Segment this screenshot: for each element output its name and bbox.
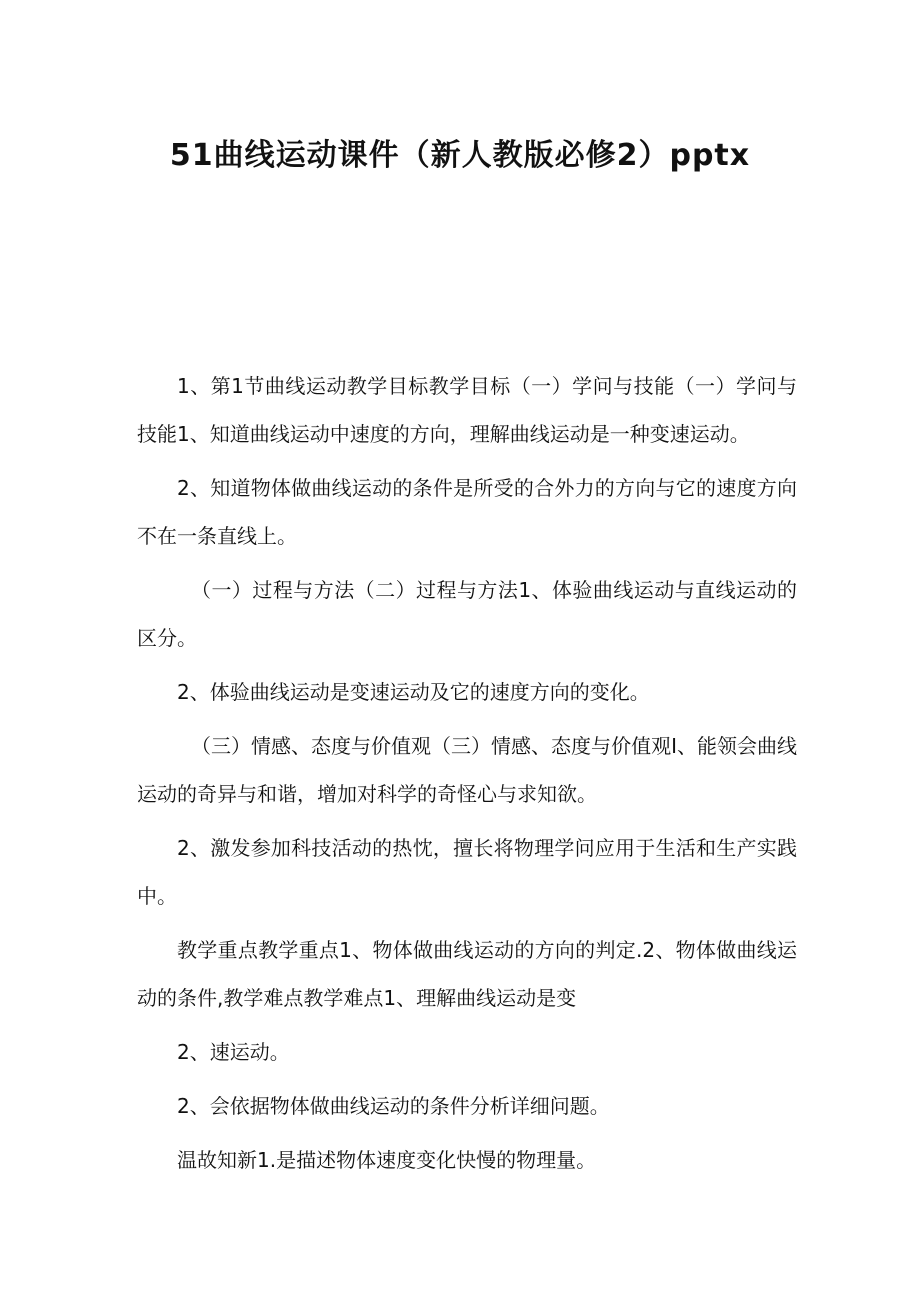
- paragraph: 2、知道物体做曲线运动的条件是所受的合外力的方向与它的速度方向不在一条直线上。: [137, 476, 797, 548]
- paragraph: 2、会依据物体做曲线运动的条件分析详细问题。: [177, 1094, 610, 1118]
- paragraph: （一）过程与方法（二）过程与方法1、体验曲线运动与直线运动的区分。: [137, 578, 797, 650]
- paragraph: 教学重点教学重点1、物体做曲线运动的方向的判定.2、物体做曲线运动的条件,教学难点教学难点1、理解曲线运动是变: [137, 938, 797, 1010]
- document-body: [137, 362, 797, 1190]
- paragraph: （三）情感、态度与价值观（三）情感、态度与价值观I、能领会曲线运动的奇异与和谐，增加对科学的奇怪心与求知欲。: [137, 734, 797, 806]
- paragraph: 2、激发参加科技活动的热忱，擅长将物理学问应用于生活和生产实践中。: [137, 836, 797, 908]
- paragraph: 2、速运动。: [177, 1040, 290, 1064]
- paragraph: 1、第1节曲线运动教学目标教学目标（一）学问与技能（一）学问与技能1、知道曲线运动中速度的方向，理解曲线运动是一种变速运动。: [137, 374, 797, 446]
- document-title: 51曲线运动课件（新人教版必修2）pptx: [169, 138, 751, 173]
- paragraph: 2、体验曲线运动是变速运动及它的速度方向的变化。: [177, 680, 650, 704]
- paragraph: 温故知新1.是描述物体速度变化快慢的物理量。: [177, 1148, 597, 1172]
